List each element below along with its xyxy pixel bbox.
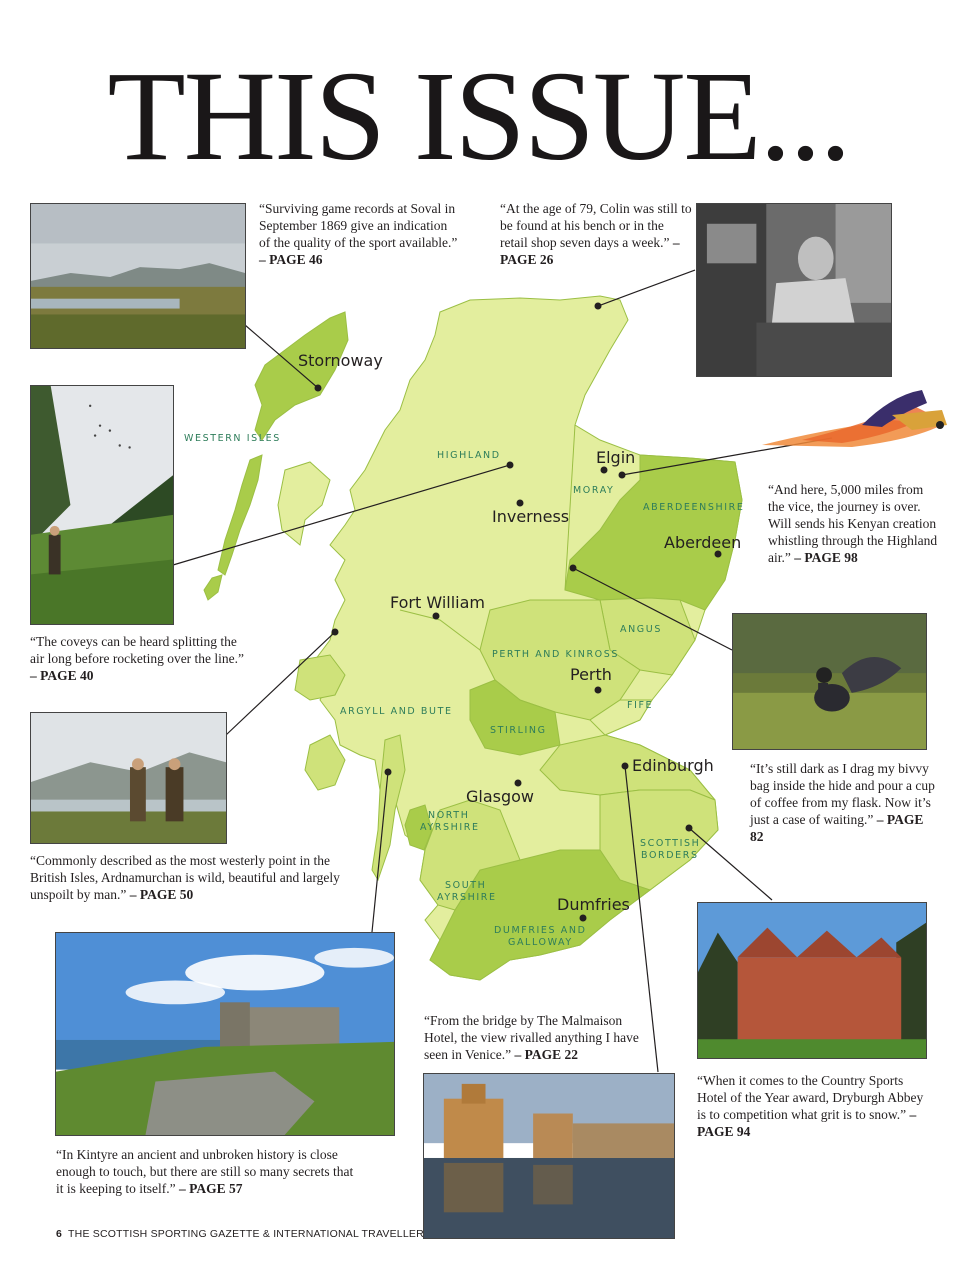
caption-kintyre: “In Kintyre an ancient and unbroken history is close enough to touch, but there are still so many secrets that it is keeping to itself.” – PAGE 57 — [56, 1147, 354, 1196]
region-label-argyll-bute: ARGYLL AND BUTE — [340, 706, 453, 717]
region-label-highland: HIGHLAND — [437, 450, 501, 461]
photo-shooting — [30, 385, 174, 625]
city-label-aberdeen: Aberdeen — [664, 533, 742, 552]
photo-salmon-fly — [742, 385, 950, 470]
map-lewis — [255, 312, 348, 440]
caption-soval: “Surviving game records at Soval in September 1869 give an indication of the quality of the sport available.” – PAGE 46 — [259, 201, 458, 267]
photo-malmaison — [423, 1073, 675, 1239]
photo-kintyre-castle — [55, 932, 395, 1136]
region-label-moray: MORAY — [573, 485, 615, 496]
map-islay — [305, 735, 345, 790]
photo-capercaillie — [732, 613, 927, 750]
city-label-elgin: Elgin — [596, 448, 636, 467]
caption-malmaison: “From the bridge by The Malmaison Hotel, the view rivalled anything I have seen in Venice.” – PAGE 22 — [424, 1013, 639, 1062]
map-skye — [278, 462, 330, 545]
city-label-edinburgh: Edinburgh — [632, 756, 714, 775]
caption-fly: “And here, 5,000 miles from the vice, the journey is over. Will sends his Kenyan creation whistling through the Highland air.” – PAGE 98 — [768, 482, 938, 565]
photo-ardnamurchan — [30, 712, 227, 844]
region-label-western-isles: WESTERN ISLES — [184, 433, 281, 444]
region-label-north-ayrshire-2: AYRSHIRE — [420, 822, 480, 833]
region-label-scottish-borders-2: BORDERS — [641, 850, 699, 861]
caption-capercaillie: “It’s still dark as I drag my bivvy bag inside the hide and pour a cup of coffee from my flask. Now it’s just a case of waiting.” – PAGE 82 — [750, 761, 935, 844]
photo-dryburgh-hotel — [697, 902, 927, 1059]
caption-dryburgh: “When it comes to the Country Sports Hotel of the Year award, Dryburgh Abbey is to competition what grit is to snow.” – PAGE 94 — [697, 1073, 924, 1139]
city-label-fort-william: Fort William — [390, 593, 485, 612]
caption-ardnamurchan: “Commonly described as the most westerly point in the British Isles, Ardnamurchan is wild, beautiful and largely unspoilt by man.” – PAGE 50 — [30, 853, 340, 902]
region-label-perth-kinross: PERTH AND KINROSS — [492, 649, 620, 660]
page-number: 6 — [56, 1228, 63, 1240]
page-title: THIS ISSUE... — [107, 45, 850, 187]
caption-coveys: “The coveys can be heard splitting the air long before rocketing over the line.” – PAGE 40 — [30, 634, 245, 683]
region-label-north-ayrshire: NORTH — [428, 810, 470, 821]
map-barra — [204, 575, 222, 600]
region-label-aberdeenshire: ABERDEENSHIRE — [643, 502, 745, 513]
photo-colin-workshop — [696, 203, 892, 377]
map-uist — [218, 455, 262, 575]
region-label-stirling: STIRLING — [490, 725, 547, 736]
caption-colin: “At the age of 79, Colin was still to be found at his bench or in the retail shop seven days a week.” – PAGE 26 — [500, 201, 692, 267]
region-label-south-ayrshire-2: AYRSHIRE — [437, 892, 497, 903]
city-label-stornoway: Stornoway — [298, 351, 383, 370]
region-label-fife: FIFE — [627, 700, 654, 711]
region-label-angus: ANGUS — [620, 624, 662, 635]
region-label-scottish-borders: SCOTTISH — [640, 838, 701, 849]
publication-name: THE SCOTTISH SPORTING GAZETTE & INTERNATIONAL TRAVELLER — [68, 1228, 424, 1240]
region-label-dumfries-galloway-2: GALLOWAY — [508, 937, 573, 948]
page-footer — [56, 1228, 424, 1240]
city-label-dumfries: Dumfries — [557, 895, 630, 914]
region-label-south-ayrshire: SOUTH — [445, 880, 487, 891]
photo-soval-moor — [30, 203, 246, 349]
city-label-inverness: Inverness — [492, 507, 570, 526]
city-label-perth: Perth — [570, 665, 612, 684]
region-label-dumfries-galloway: DUMFRIES AND — [494, 925, 587, 936]
city-label-glasgow: Glasgow — [466, 787, 535, 806]
